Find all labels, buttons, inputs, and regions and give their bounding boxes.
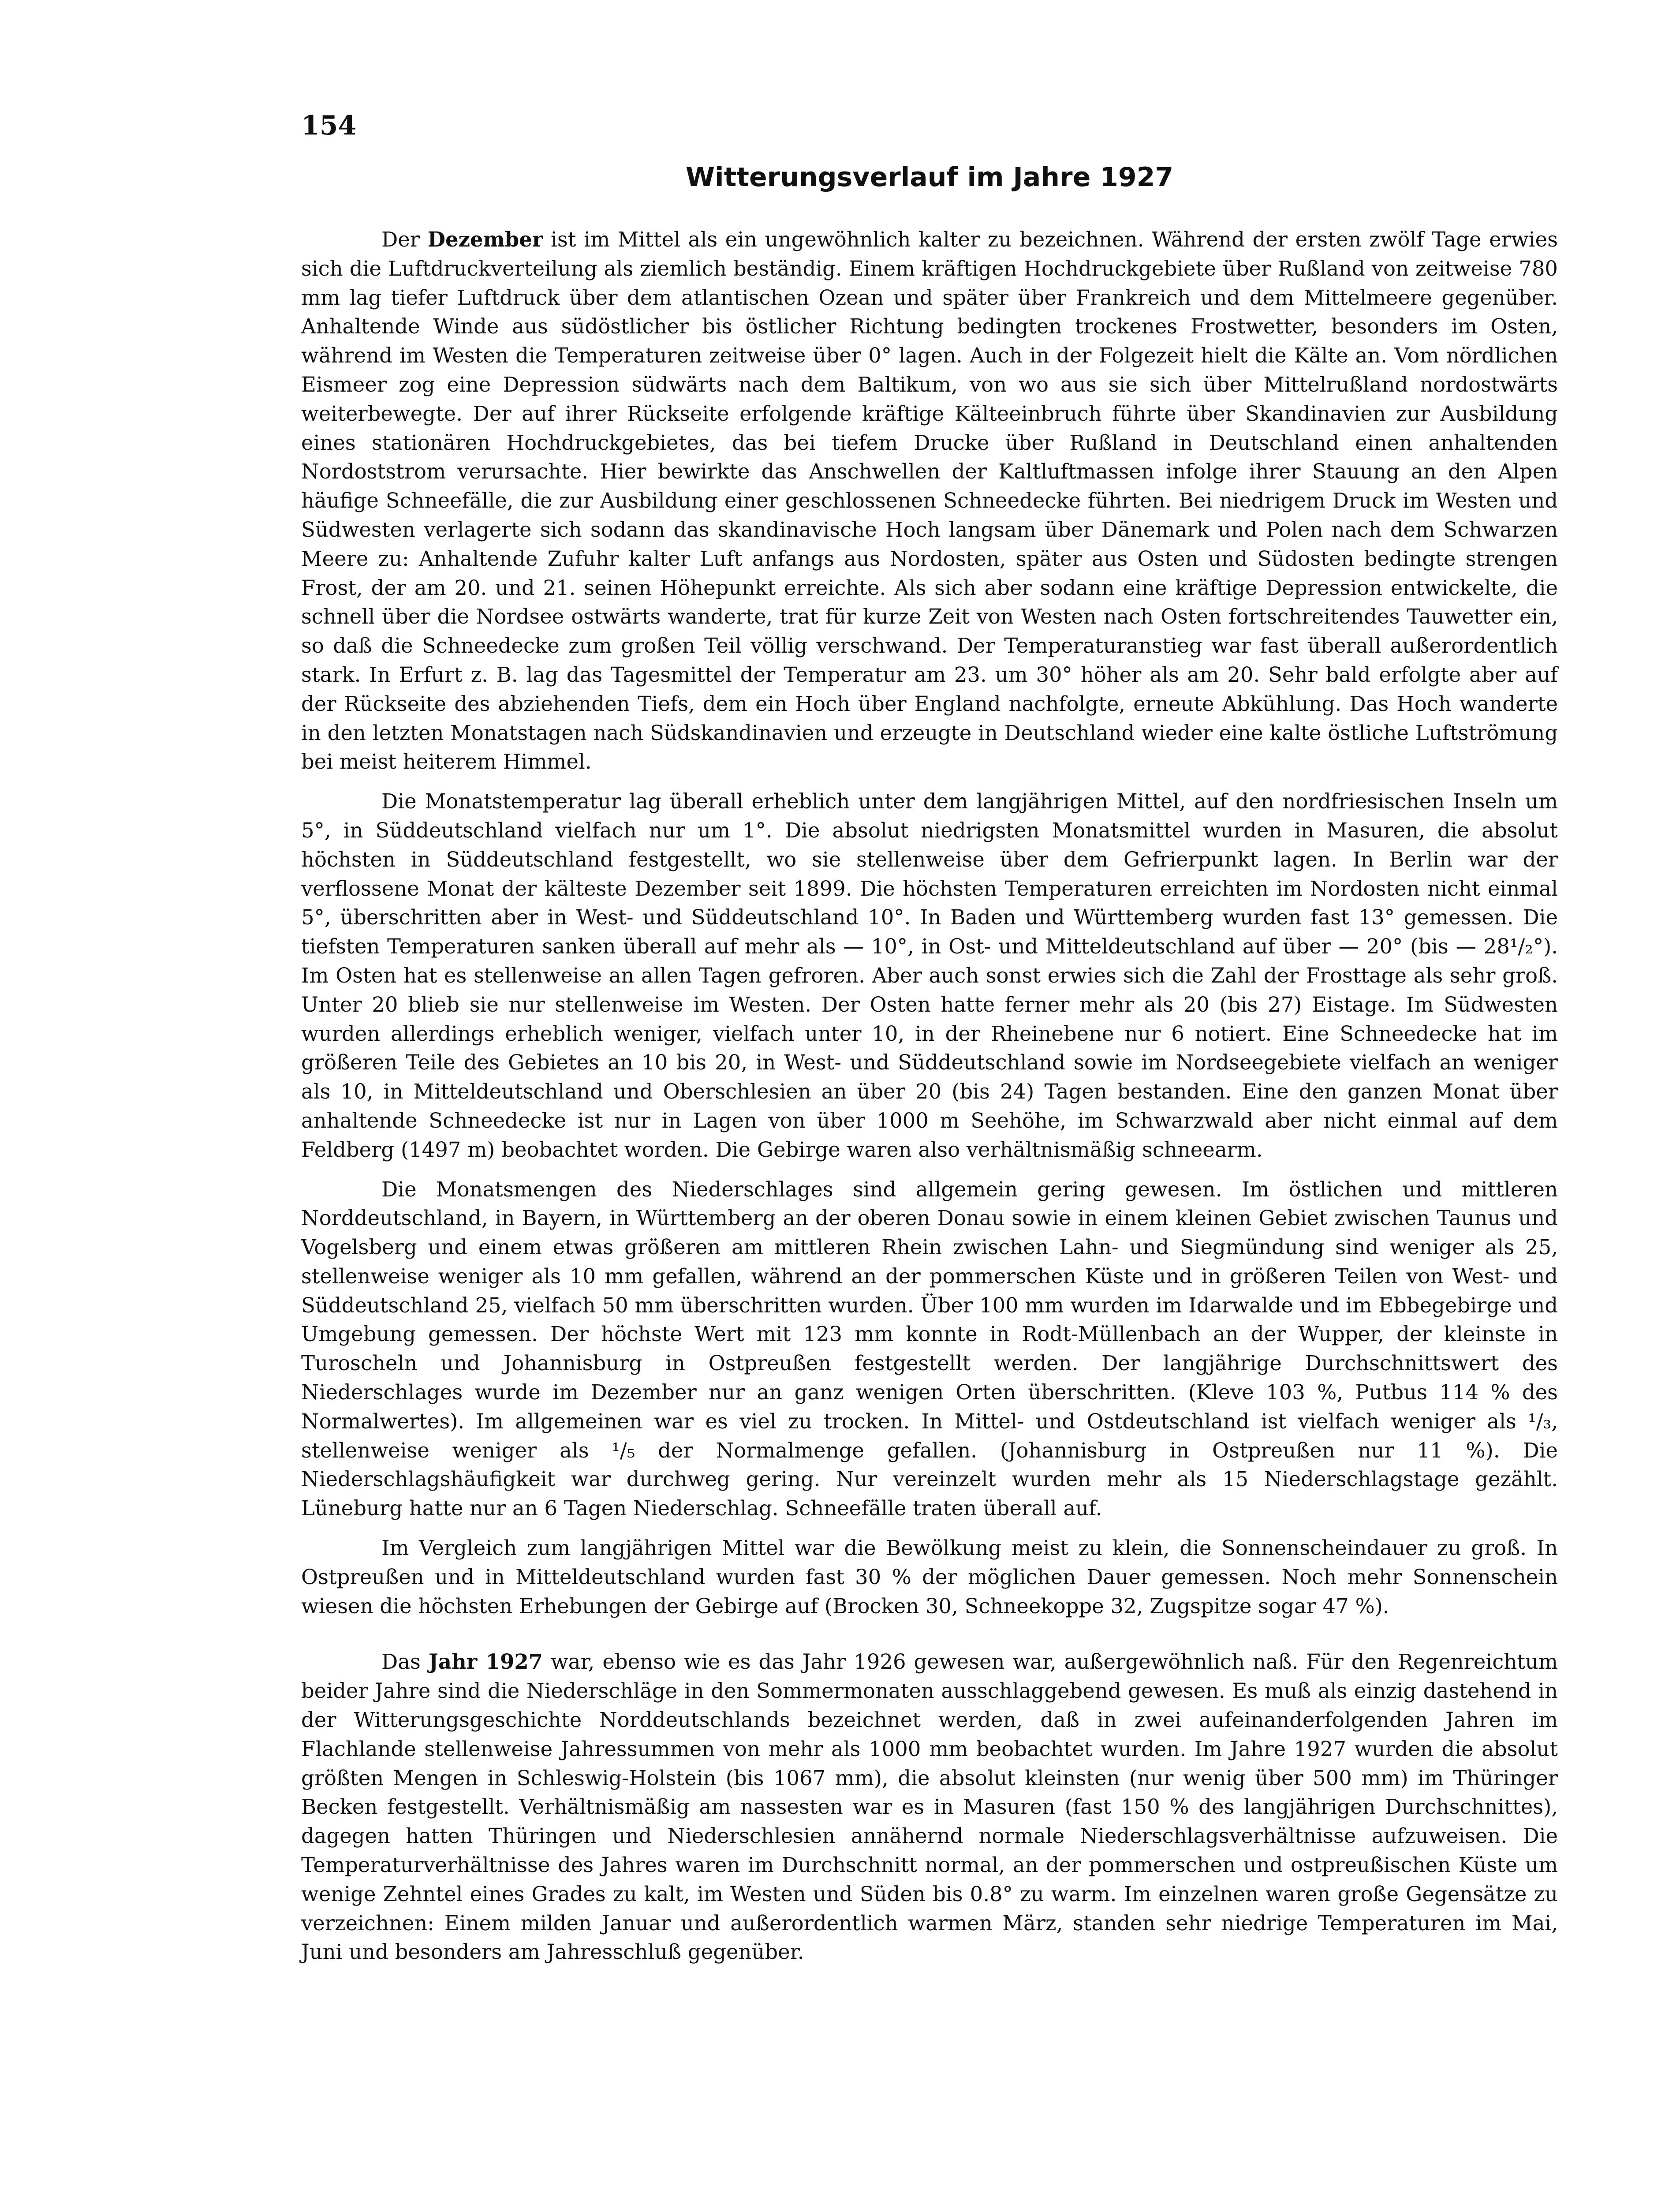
text-run: Die Monatstemperatur lag überall erheblich unter dem langjährigen Mittel, auf den nordfriesischen Inseln um 5°, in Süddeutschland vielfach nur um 1°. Die absolut niedrigsten Monatsmittel wurden in Masuren, die absolut höchsten in Süddeutschland festgestellt, wo sie stellenweise über dem Gefrierpunkt lagen. In Berlin war der verflossene Monat der kälteste Dezember seit 1899. Die höchsten Temperaturen erreichten im Nordosten nicht einmal 5°, überschritten aber in West- und Süddeutschland 10°. In Baden und Württemberg wurden fast 13° gemessen. Die tiefsten Temperaturen sanken überall auf mehr als — 10°, in Ost- und Mitteldeutschland auf über — 20° (bis — 28¹/₂°). Im Osten hat es stellenweise an allen Tagen gefroren. Aber auch sonst erwies sich die Zahl der Frosttage als sehr groß. Unter 20 blieb sie nur stellenweise im Westen. Der Osten hatte ferner mehr als 20 (bis 27) Eistage. Im Südwesten wurden allerdings erheblich weniger, vielfach unter 10, in der Rheinebene nur 6 notiert. Eine Schneedecke hat im größeren Teile des Gebietes an 10 bis 20, in West- und Süddeutschland sowie im Nordseegebiete vielfach an weniger als 10, in Mitteldeutschland und Oberschlesien an über 20 (bis 24) Tagen bestanden. Eine den ganzen Monat über anhaltende Schneedecke ist nur in Lagen von über 1000 m Seehöhe, im Schwarzwald aber nicht einmal auf dem Feldberg (1497 m) beobachtet worden. Die Gebirge waren also verhältnismäßig schneearm.	[301, 789, 1558, 1162]
text-run: Der	[381, 228, 428, 251]
paragraph-december-precipitation	[301, 1175, 1558, 1524]
text-run: ist im Mittel als ein ungewöhnlich kalter zu bezeichnen. Während der ersten zwölf Tage erwies sich die Luftdruckverteilung als ziemlich beständig. Einem kräftigen Hochdruckgebiete über Rußland von zeitweise 780 mm lag tiefer Luftdruck über dem atlantischen Ozean und später über Frankreich und dem Mittelmeere gegenüber. Anhaltende Winde aus südöstlicher bis östlicher Richtung bedingten trockenes Frostwetter, besonders im Osten, während im Westen die Temperaturen zeitweise über 0° lagen. Auch in der Folgezeit hielt die Kälte an. Vom nördlichen Eismeer zog eine Depression südwärts nach dem Baltikum, von wo aus sie sich über Mittelrußland nordostwärts weiterbewegte. Der auf ihrer Rückseite erfolgende kräftige Kälteeinbruch führte über Skandinavien zur Ausbildung eines stationären Hochdruckgebietes, das bei tiefem Drucke über Rußland in Deutschland einen anhaltenden Nordoststrom verursachte. Hier bewirkte das Anschwellen der Kaltluftmassen infolge ihrer Stauung an den Alpen häufige Schneefälle, die zur Ausbildung einer geschlossenen Schneedecke führten. Bei niedrigem Druck im Westen und Südwesten verlagerte sich sodann das skandinavische Hoch langsam über Dänemark und Polen nach dem Schwarzen Meere zu: Anhaltende Zufuhr kalter Luft anfangs aus Nordosten, später aus Osten und Südosten bedingte strengen Frost, der am 20. und 21. seinen Höhepunkt erreichte. Als sich aber sodann eine kräftige Depression entwickelte, die schnell über die Nordsee ostwärts wanderte, trat für kurze Zeit von Westen nach Osten fortschreitendes Tauwetter ein, so daß die Schneedecke zum großen Teil völlig verschwand. Der Temperaturanstieg war fast überall außerordentlich stark. In Erfurt z. B. lag das Tagesmittel der Temperatur am 23. um 30° höher als am 20. Sehr bald erfolgte aber auf der Rückseite des abziehenden Tiefs, dem ein Hoch über England nachfolgte, erneute Abkühlung. Das Hoch wanderte in den letzten Monatstagen nach Südskandinavien und erzeugte in Deutschland wieder eine kalte östliche Luftströmung bei meist heiterem Himmel.	[301, 228, 1558, 774]
paragraph-december-sunshine	[301, 1534, 1558, 1621]
page-number: 154	[301, 110, 357, 141]
text-run: war, ebenso wie es das Jahr 1926 gewesen war, außergewöhnlich naß. Für den Regenreichtum beider Jahre sind die Niederschläge in den Sommermonaten ausschlaggebend gewesen. Es muß als einzig dastehend in der Witterungsgeschichte Norddeutschlands bezeichnet werden, daß in zwei aufeinanderfolgenden Jahren im Flachlande stellenweise Jahressummen von mehr als 1000 mm beobachtet wurden. Im Jahre 1927 wurden die absolut größten Mengen in Schleswig-Holstein (bis 1067 mm), die absolut kleinsten (nur wenig über 500 mm) im Thüringer Becken festgestellt. Verhältnismäßig am nassesten war es in Masuren (fast 150 % des langjährigen Durchschnittes), dagegen hatten Thüringen und Niederschlesien annähernd normale Niederschlagsverhältnisse aufzuweisen. Die Temperaturverhältnisse des Jahres waren im Durchschnitt normal, an der pommerschen und ostpreußischen Küste um wenige Zehntel eines Grades zu kalt, im Westen und Süden bis 0.8° zu warm. Im einzelnen waren große Gegensätze zu verzeichnen: Einem milden Januar und außerordentlich warmen März, standen sehr niedrige Temperaturen im Mai, Juni und besonders am Jahresschluß gegenüber.	[301, 1650, 1558, 1964]
bold-term-year: Jahr 1927	[428, 1649, 543, 1674]
body-text	[301, 225, 1558, 1967]
page-title: Witterungsverlauf im Jahre 1927	[685, 162, 1174, 193]
paragraph-year-1927	[301, 1647, 1558, 1967]
bold-term-december: Dezember	[427, 227, 543, 251]
text-run: Im Vergleich zum langjährigen Mittel war die Bewölkung meist zu klein, die Sonnenscheindauer zu groß. In Ostpreußen und in Mitteldeutschland wurden fast 30 % der möglichen Dauer gemessen. Noch mehr Sonnenschein wiesen die höchsten Erhebungen der Gebirge auf (Brocken 30, Schneekoppe 32, Zugspitze sogar 47 %).	[301, 1536, 1558, 1618]
text-run: Die Monatsmengen des Niederschlages sind allgemein gering gewesen. Im östlichen und mittleren Norddeutschland, in Bayern, in Württemberg an der oberen Donau sowie in einem kleinen Gebiet zwischen Taunus und Vogelsberg und einem etwas größeren am mittleren Rhein zwischen Lahn- und Siegmündung sind weniger als 25, stellenweise weniger als 10 mm gefallen, während an der pommerschen Küste und in größeren Teilen von West- und Süddeutschland 25, vielfach 50 mm überschritten wurden. Über 100 mm wurden im Idarwalde und im Ebbegebirge und Umgebung gemessen. Der höchste Wert mit 123 mm konnte in Rodt-Müllenbach an der Wupper, der kleinste in Turoscheln und Johannisburg in Ostpreußen festgestellt werden. Der langjährige Durchschnittswert des Niederschlages wurde im Dezember nur an ganz wenigen Orten überschritten. (Kleve 103 %, Putbus 114 % des Normalwertes). Im allgemeinen war es viel zu trocken. In Mittel- und Ostdeutschland ist vielfach weniger als ¹/₃, stellenweise weniger als ¹/₅ der Normalmenge gefallen. (Johannisburg in Ostpreußen nur 11 %). Die Niederschlagshäufigkeit war durchweg gering. Nur vereinzelt wurden mehr als 15 Niederschlagstage gezählt. Lüneburg hatte nur an 6 Tagen Niederschlag. Schneefälle traten überall auf.	[301, 1177, 1558, 1521]
text-run: Das	[381, 1650, 429, 1674]
paragraph-december-weather	[301, 225, 1558, 777]
paragraph-december-temperature	[301, 787, 1558, 1164]
